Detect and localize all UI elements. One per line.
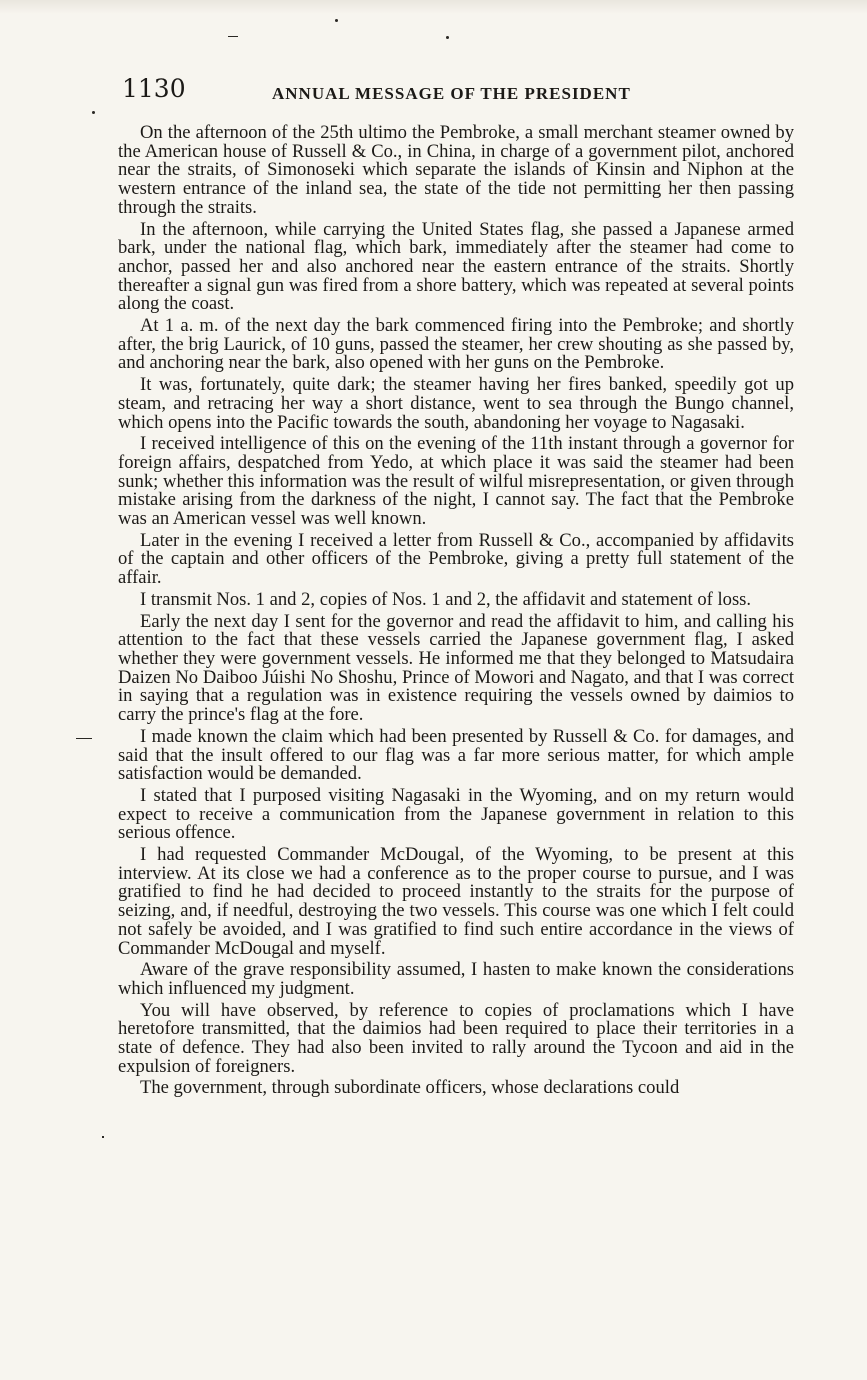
page-header (122, 74, 802, 114)
paragraph: Later in the evening I received a letter from Russell & Co., accompanied by affidavits of the captain and other officers of the Pembroke, giving a pretty full statement of the affair. (118, 529, 794, 589)
scan-speck (92, 111, 95, 114)
paragraph: It was, fortunately, quite dark; the steamer having her fires banked, speedily got up steam, and retracing her way a short distance, went to sea through the Bungo channel, which opens into the Pacific towards the south, abandoning her voyage to Nagasaki. (118, 374, 794, 433)
scan-speck (102, 1136, 104, 1138)
paragraph: The government, through subordinate officers, whose declarations could (140, 1077, 680, 1099)
paragraph: At 1 a. m. of the next day the bark commenced firing into the Pembroke; and shortly after, the brig Laurick, of 10 guns, passed the steamer, her crew shouting as she passed by, and anchoring near the bark, also opened with her guns on the Pembroke. (118, 315, 794, 374)
scan-speck (446, 36, 449, 39)
scan-edge (0, 0, 867, 14)
paragraph: I had requested Commander McDougal, of the Wyoming, to be present at this interview. At its close we had a conference as to the proper course to pursue, and I was gratified to find he had decided to proceed instantly to the straits for the purpose of seizing, and, if needful, destroying the two vessels. This course was one which I felt could not safely be avoided, and I was gratified to find such entire accordance in the views of Commander McDougal and myself. (118, 844, 794, 959)
paragraph: You will have observed, by reference to copies of proclamations which I have heretofore transmitted, that the daimios had been required to place their territories in a state of defence. They had also been invited to rally around the Tycoon and aid in the expulsion of foreigners. (118, 999, 794, 1077)
body-text (118, 124, 794, 1101)
paragraph: In the afternoon, while carrying the United States flag, she passed a Japanese armed bark, under the national flag, which bark, immediately after the steamer had come to anchor, passed her and also anchored near the eastern entrance of the straits. Shortly thereafter a signal gun was fired from a shore battery, which was repeated at several points along the coast. (118, 218, 794, 315)
page-number: 1130 (122, 74, 186, 103)
paragraph: I transmit Nos. 1 and 2, copies of Nos. 1 and 2, the affidavit and statement of loss. (140, 588, 752, 610)
paragraph: I made known the claim which had been presented by Russell & Co. for damages, and said that the insult offered to our flag was a far more serious matter, for which ample satisfaction would be demanded. (118, 725, 794, 785)
scan-speck (228, 36, 238, 37)
scan-speck (335, 19, 338, 22)
paragraph: Early the next day I sent for the governor and read the affidavit to him, and calling his attention to the fact that these vessels carried the Japanese government flag, I asked whether they were government vessels. He informed me that they belonged to Matsudaira Daizen No Daiboo Júishi No Shoshu, Prince of Mowori and Nagato, and that I was correct in saying that a regulation was in existence requiring the vessels owned by daimios to carry the prince's flag at the fore. (118, 610, 794, 726)
scan-speck (76, 738, 92, 739)
paragraph: On the afternoon of the 25th ultimo the Pembroke, a small merchant steamer owned by the American house of Russell & Co., in China, in charge of a government pilot, anchored near the straits, of Simonoseki which separate the islands of Kinsin and Niphon at the western entrance of the inland sea, the state of the tide not permitting her then passing through the straits. (118, 122, 794, 218)
running-title: ANNUAL MESSAGE OF THE PRESIDENT (272, 84, 631, 103)
paragraph: I stated that I purposed visiting Nagasaki in the Wyoming, and on my return would expect to receive a communication from the Japanese government in relation to this serious offence. (118, 784, 794, 844)
paragraph: Aware of the grave responsibility assumed, I hasten to make known the considerations which influenced my judgment. (118, 959, 794, 999)
paragraph: I received intelligence of this on the evening of the 11th instant through a governor for foreign affairs, despatched from Yedo, at which place it was said the steamer had been sunk; whether this information was the result of wilful misrepresentation, or given through mistake arising from the darkness of the night, I cannot say. The fact that the Pembroke was an American vessel was well known. (118, 433, 794, 530)
